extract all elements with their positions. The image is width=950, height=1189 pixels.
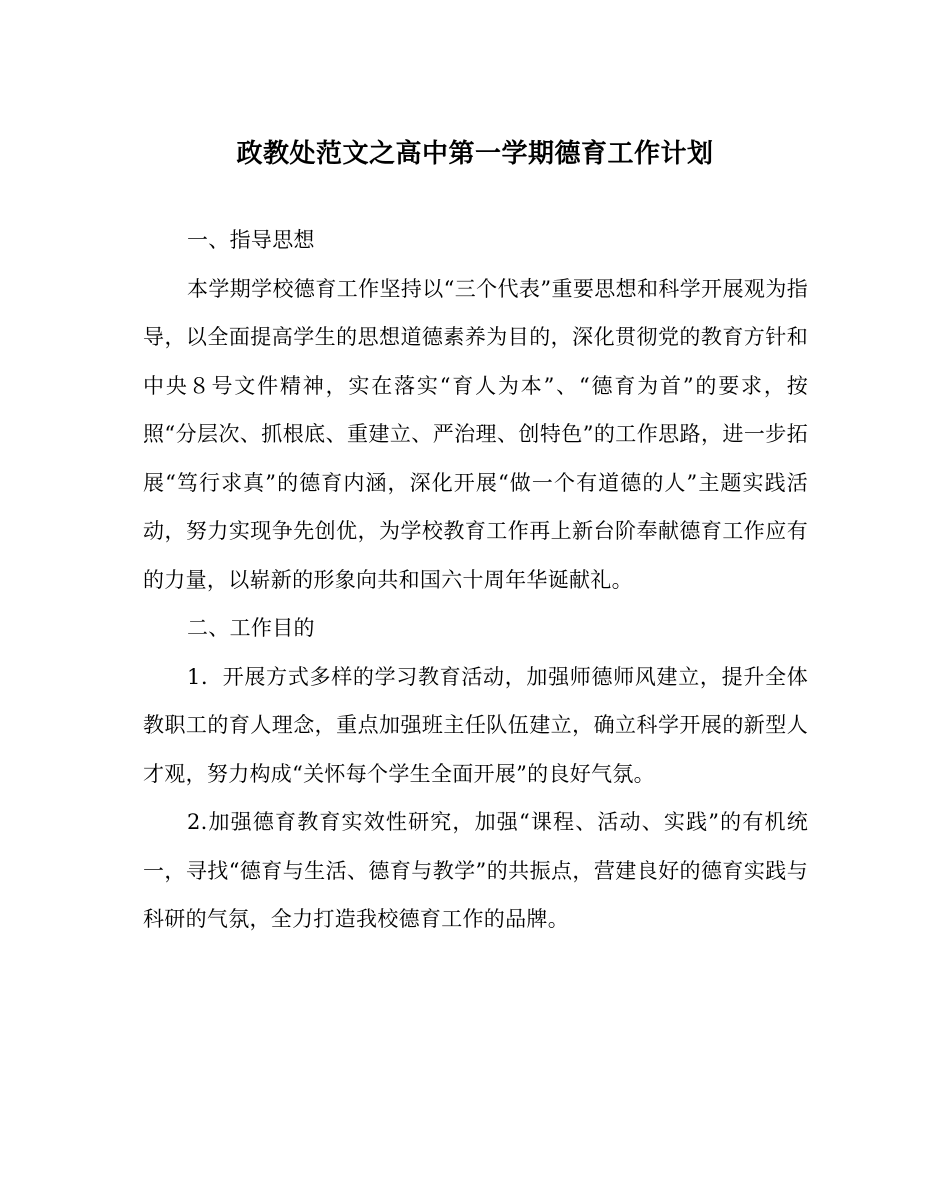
- section-heading-work-goals: 二、工作目的: [187, 616, 315, 640]
- paragraph-goal-1: 1．开展方式多样的学习教育活动，加强师德师风建立，提升全体教职工的育人理念，重点加强班主任队伍建立，确立科学开展的新型人才观，努力构成“关怀每个学生全面开展”的良好气氛。: [143, 664, 808, 786]
- document-body: [143, 216, 808, 944]
- section-heading-guiding-thought: 一、指导思想: [187, 228, 315, 252]
- document-title: 政教处范文之高中第一学期德育工作计划: [236, 139, 714, 169]
- paragraph-guiding-thought: 本学期学校德育工作坚持以“三个代表”重要思想和科学开展观为指导，以全面提高学生的思想道德素养为目的，深化贯彻党的教育方针和中央８号文件精神，实在落实“育人为本”、“德育为首”的要求，按照“分层次、抓根底、重建立、严治理、创特色”的工作思路，进一步拓展“笃行求真”的德育内涵，深化开展“做一个有道德的人”主题实践活动，努力实现争先创优，为学校教育工作再上新台阶奉献德育工作应有的力量，以崭新的形象向共和国六十周年华诞献礼。: [143, 276, 808, 592]
- paragraph-goal-2: 2.加强德育教育实效性研究，加强“课程、活动、实践”的有机统一，寻找“德育与生活、德育与教学”的共振点，营建良好的德育实践与科研的气氛，全力打造我校德育工作的品牌。: [143, 810, 808, 931]
